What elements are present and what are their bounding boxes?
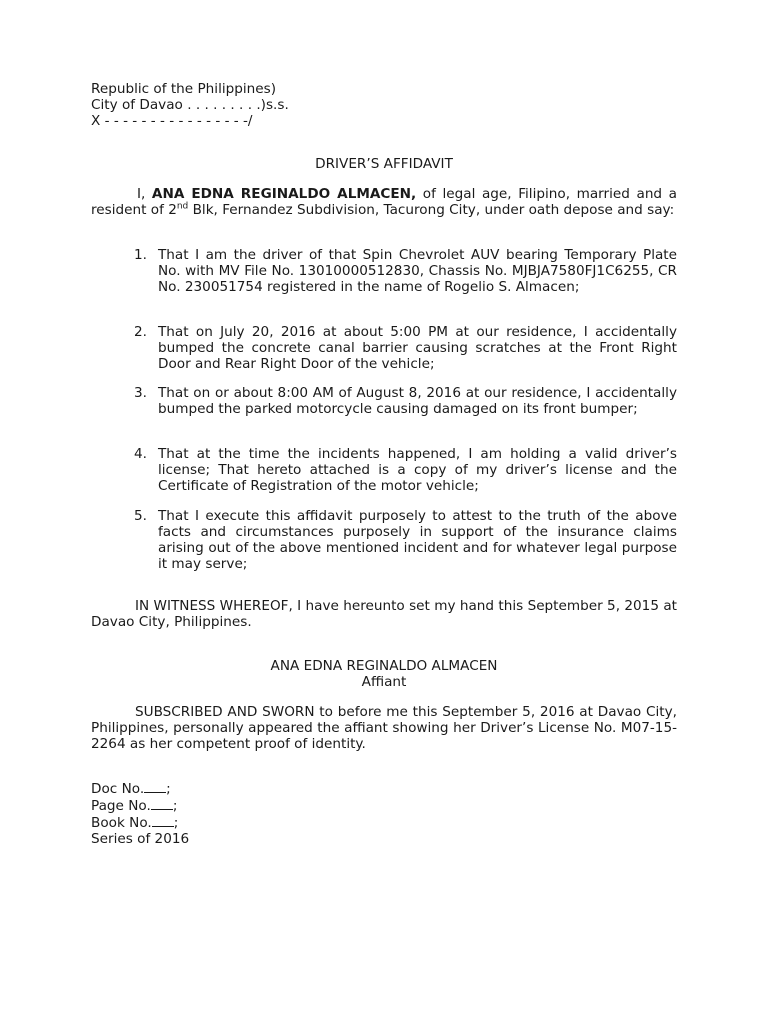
series-line: Series of 2016 <box>91 831 190 847</box>
intro-prefix: I, <box>137 186 152 202</box>
caption-republic: Republic of the Philippines) <box>91 81 277 97</box>
list-item-text: That on July 20, 2016 at about 5:00 PM at our residence, I accidentally bumped the concrete canal barrier causing scratches at the Front Right Door and Rear Right Door of the vehicle; <box>158 324 677 372</box>
jurat-paragraph: SUBSCRIBED AND SWORN to before me this September 5, 2016 at Davao City, Philippines, personally appeared the affiant showing her Driver’s License No. M07-15-2264 as her competent proof of identity. <box>91 704 677 752</box>
list-item-number: 4. <box>134 446 147 462</box>
witness-paragraph: IN WITNESS WHEREOF, I have hereunto set my hand this September 5, 2015 at Davao City, Philippines. <box>91 598 677 630</box>
document-title: DRIVER’S AFFIDAVIT <box>315 156 453 172</box>
page-no-terminator: ; <box>172 798 178 814</box>
book-no-label: Book No. <box>91 815 152 831</box>
page-no-blank <box>151 797 173 810</box>
list-item-text: That I execute this affidavit purposely to attest to the truth of the above facts and circumstances purposely in support of the insurance claims arising out of the above mentioned incident and for whatever legal purpose it may serve; <box>158 508 677 572</box>
list-item-number: 2. <box>134 324 147 340</box>
doc-no-blank <box>144 780 166 793</box>
doc-no-line <box>91 780 391 797</box>
notarial-register <box>91 780 391 847</box>
list-item-number: 3. <box>134 385 147 401</box>
book-no-blank <box>152 814 174 827</box>
list-item-text: That at the time the incidents happened, I am holding a valid driver’s license; That hereto attached is a copy of my driver’s license and the Certificate of Registration of the motor vehicle; <box>158 446 677 494</box>
list-item-text: That on or about 8:00 AM of August 8, 2016 at our residence, I accidentally bumped the parked motorcycle causing damaged on its front bumper; <box>158 385 677 417</box>
list-item <box>134 324 677 372</box>
caption-separator: X - - - - - - - - - - - - - - - -/ <box>91 113 253 129</box>
list-item-number: 1. <box>134 247 147 263</box>
intro-text-part2: Blk, Fernandez Subdivision, Tacurong City, under oath depose and say: <box>188 202 675 218</box>
book-no-terminator: ; <box>173 815 179 831</box>
list-item <box>134 247 677 295</box>
ordinal-superscript: nd <box>176 201 189 212</box>
affiant-signature-name: ANA EDNA REGINALDO ALMACEN <box>270 658 498 674</box>
venue-caption <box>91 81 391 129</box>
affiant-label: Affiant <box>361 674 407 690</box>
list-item <box>134 385 677 417</box>
list-item <box>134 508 677 572</box>
affiant-name-bold: ANA EDNA REGINALDO ALMACEN, <box>151 186 417 202</box>
page-no-line <box>91 797 391 814</box>
list-item-number: 5. <box>134 508 147 524</box>
intro-paragraph <box>91 186 677 218</box>
book-no-line <box>91 814 391 831</box>
doc-no-terminator: ; <box>166 781 171 797</box>
list-item-text: That I am the driver of that Spin Chevrolet AUV bearing Temporary Plate No. with MV File No. 13010000512830, Chassis No. MJBJA7580FJ1C6255, CR No. 230051754 registered in the name of Rogelio S. Almacen; <box>158 247 677 295</box>
intro-text-part1: of legal age, Filipino, married and a resident of 2 <box>91 186 677 218</box>
doc-no-label: Doc No. <box>91 781 145 797</box>
page-no-label: Page No. <box>91 798 151 814</box>
caption-city: City of Davao . . . . . . . . .)s.s. <box>91 97 289 113</box>
list-item <box>134 446 677 494</box>
